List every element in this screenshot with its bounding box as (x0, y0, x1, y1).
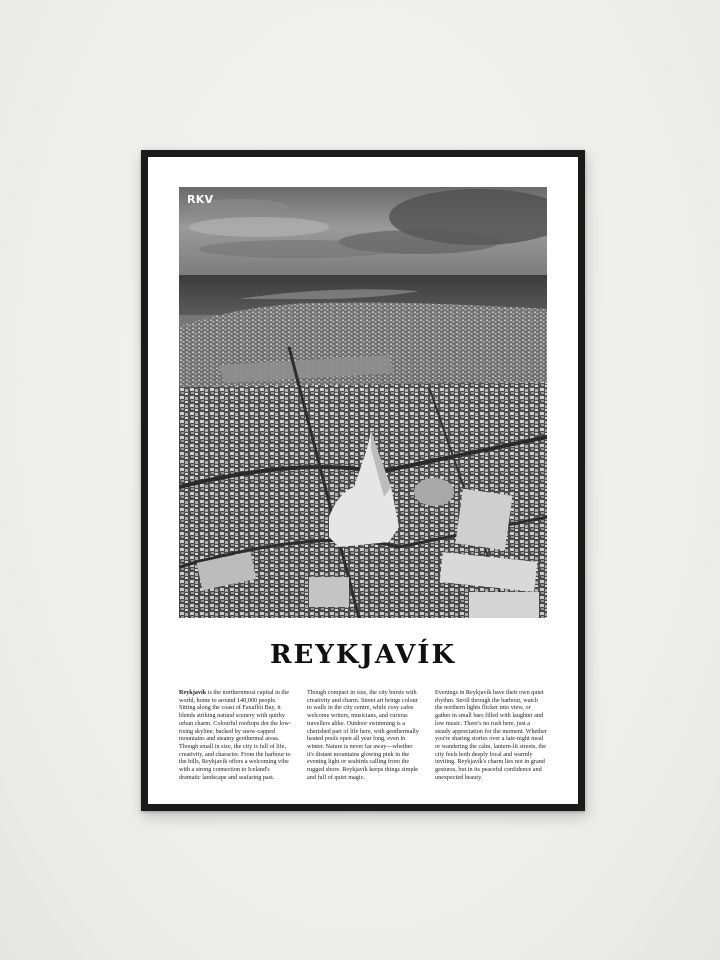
column-3-text: Evenings in Reykjavík have their own quiet rhythm. Stroll through the harbour, watch the northern lights flicker into view, or gather in small bars filled with laughter and low music. There's no rush here, just a steady appreciation for the moment. Whether you're sharing stories over a late-night meal or wandering the calm, lantern-lit streets, the city feels both deeply local and warmly inviting. Reykjavík's charm lies not in grand gestures, but in its peaceful confidence and unexpected beauty. (435, 689, 547, 781)
text-column-2 (307, 689, 419, 781)
rkv-badge: RKV (187, 193, 214, 206)
text-column-3 (435, 689, 547, 781)
column-1-text: is the northernmost capital in the world, home to around 140,000 people. Sitting along the coast of Faxaflói Bay, it blends striking natural scenery with quirky urban charm. Colourful rooftops dot the low-rising skyline, backed by snow-capped mountains and steamy geothermal areas. Though small in size, the city is full of life, creativity, and character. From the harbour to the hills, Reykjavík offers a welcoming vibe with a strong connection to Iceland's dramatic landscape and seafaring past. (179, 689, 291, 781)
poster-frame (141, 150, 585, 811)
text-column-1 (179, 689, 291, 781)
aerial-city-photo (179, 187, 547, 618)
photo-illustration (179, 187, 547, 618)
poster-title: REYKJAVÍK (269, 640, 457, 670)
column-1-lead: Reykjavík (179, 689, 207, 696)
poster-paper (148, 157, 578, 804)
column-2-text: Though compact in size, the city bursts with creativity and charm. Street art brings colour to walls in the city centre, while cosy cafes welcome writers, musicians, and curious travellers alike. Outdoor swimming is a cherished part of life here, with geothermally heated pools open all year long, even in winter. Nature is never far away—whether it's distant mountains glowing pink in the evening light or seabirds calling from the rugged shore. Reykjavík keeps things simple and full of quiet magic. (307, 689, 419, 781)
